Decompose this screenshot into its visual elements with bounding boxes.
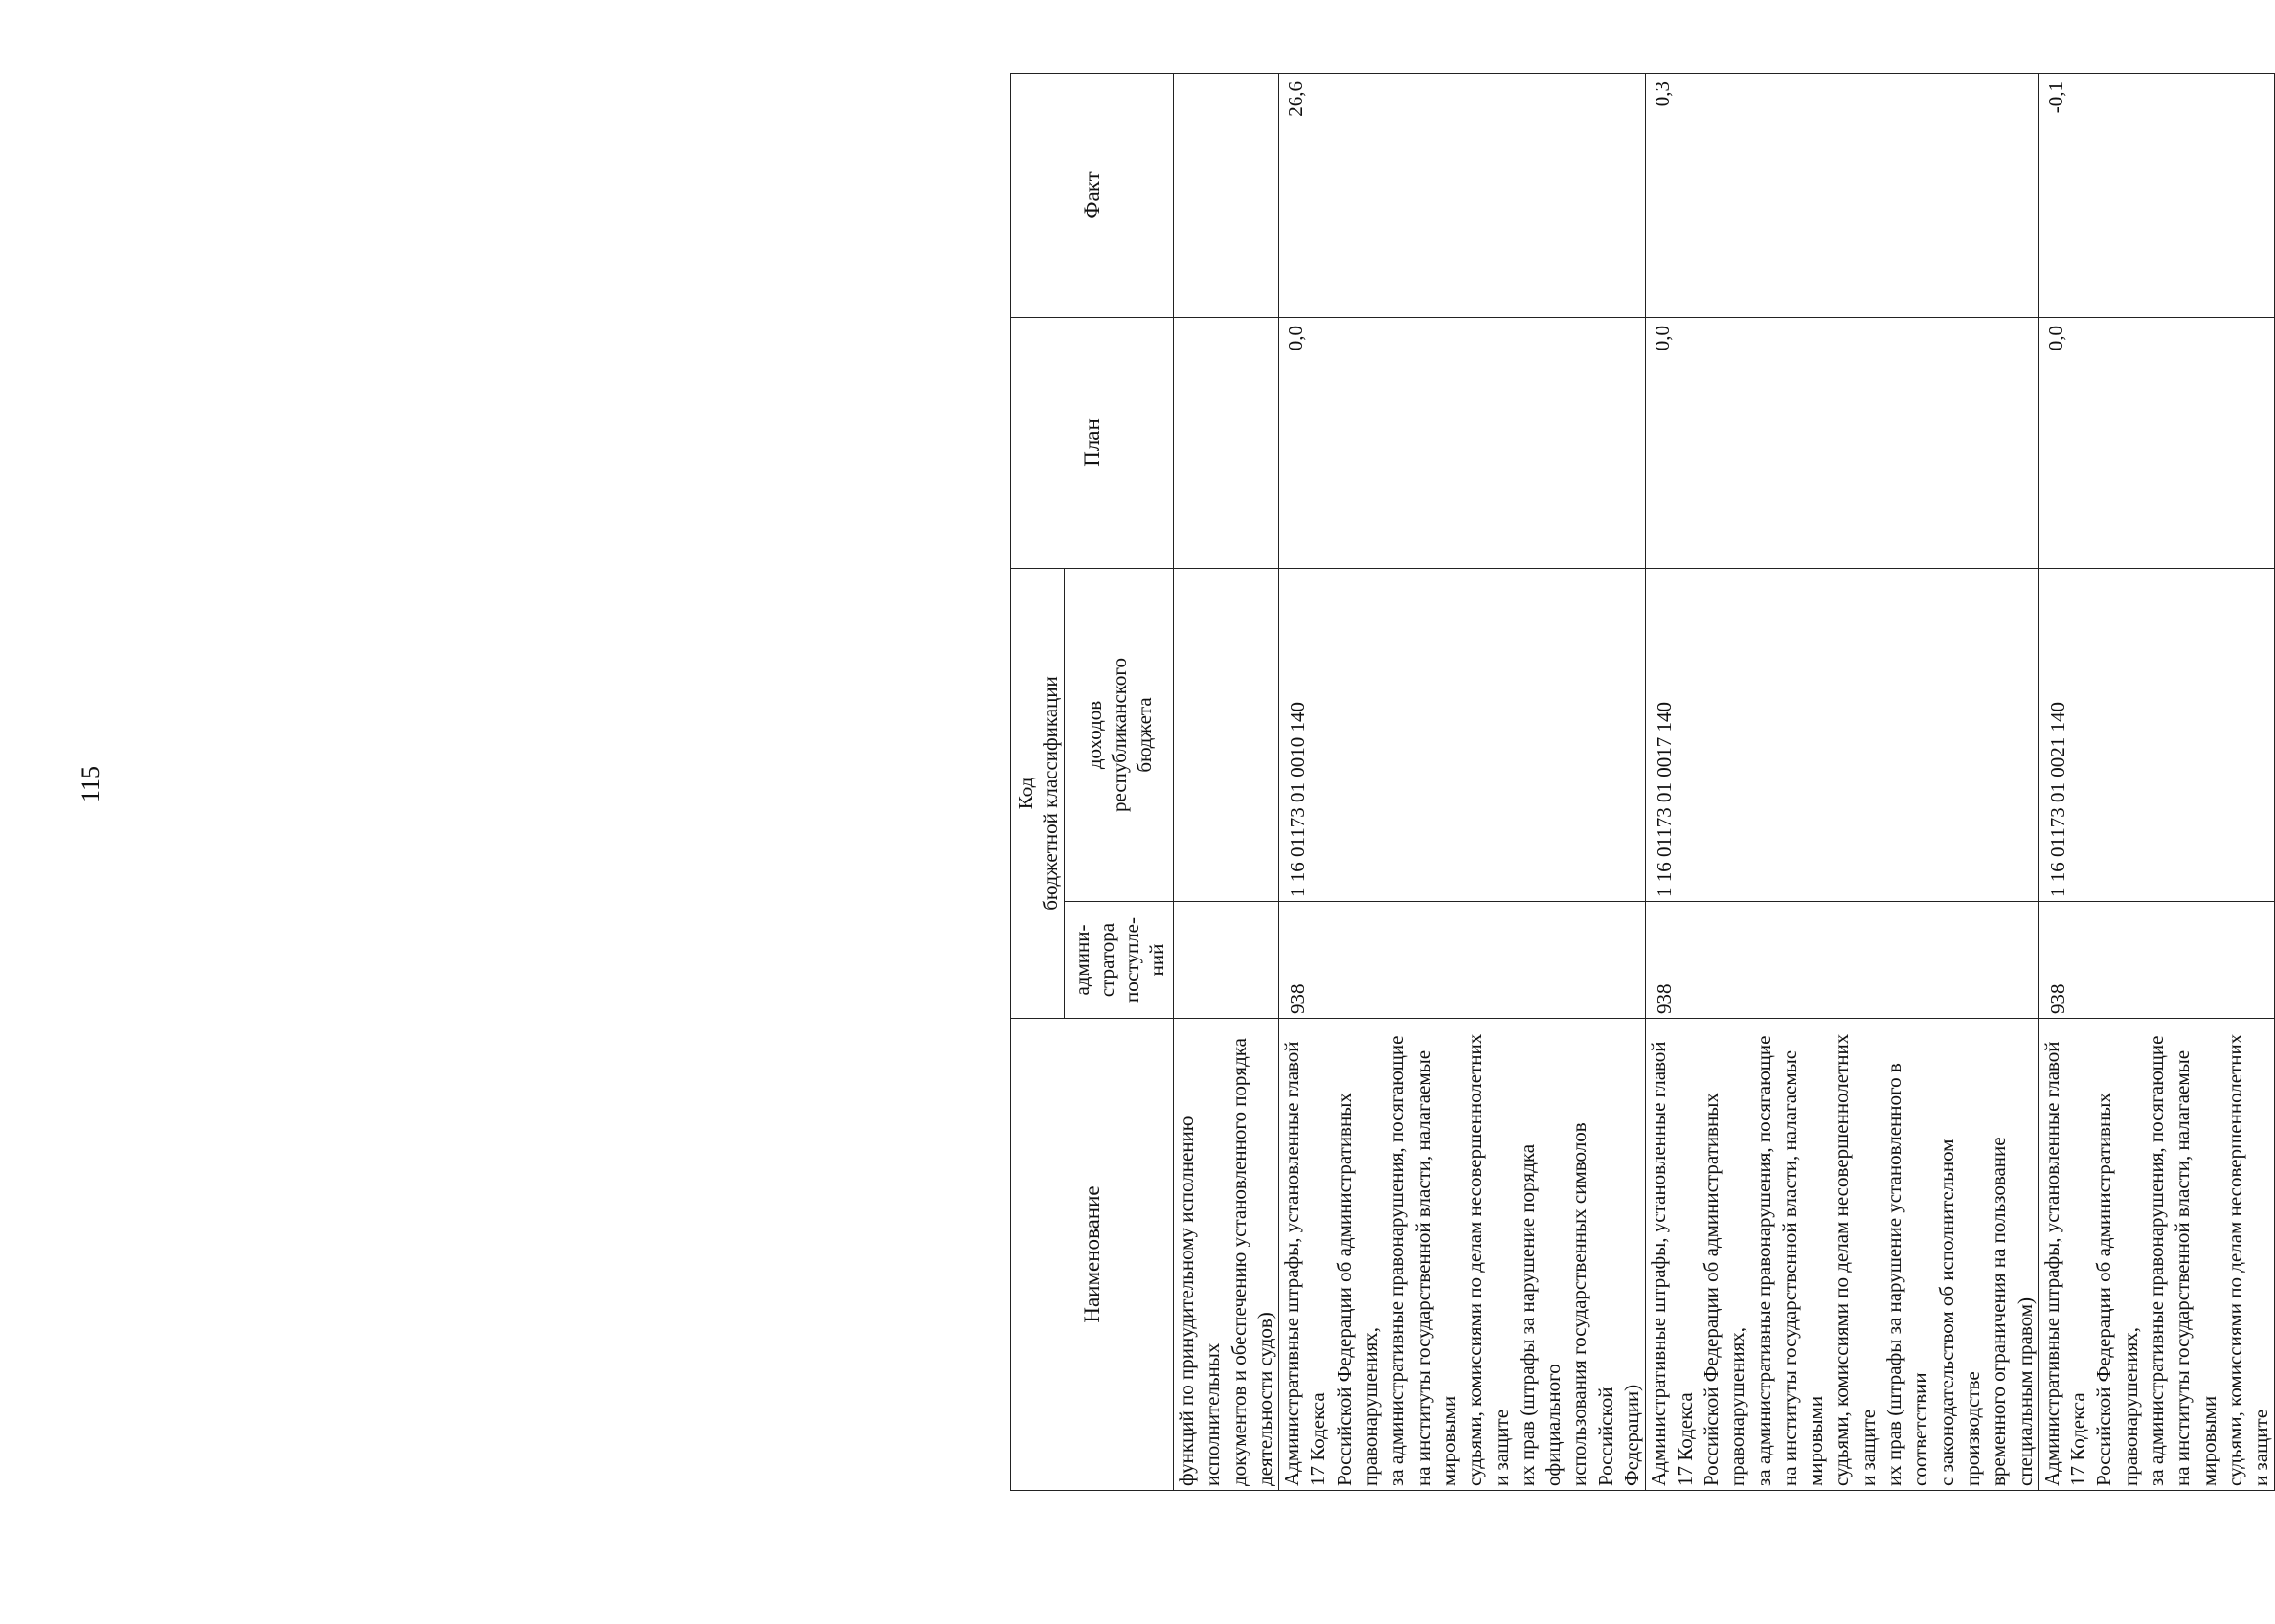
header-name: Наименование <box>1011 1019 1174 1491</box>
row-admin-code: 938 <box>1279 902 1646 1019</box>
row-name: функций по принудительному исполнению исполнительных документов и обеспечению установленного порядка деятельности судов) <box>1174 1019 1279 1491</box>
row-fact: -0,1 <box>2038 73 2275 317</box>
header-admin: админи- стратора поступле- ний <box>1065 902 1174 1019</box>
table-row <box>2038 73 2275 1490</box>
row-fact <box>1174 73 1279 317</box>
row-income-code: 1 16 01173 01 0017 140 <box>1646 568 2038 901</box>
row-plan: 0,0 <box>2038 317 2275 568</box>
row-fact: 0,3 <box>1646 73 2038 317</box>
row-plan <box>1174 317 1279 568</box>
rotated-page-content <box>1010 74 2273 1491</box>
row-admin-code: 938 <box>1646 902 2038 1019</box>
row-plan: 0,0 <box>1279 317 1646 568</box>
row-admin-code: 938 <box>2038 902 2275 1019</box>
row-admin-code <box>1174 902 1279 1019</box>
row-name: Административные штрафы, установленные главой 17 Кодекса Российской Федерации об административных правонарушениях, за административные правонарушения, посягающие на институты государственной власти, налагаемые мировыми судьями, комиссиями по делам несовершеннолетних и защите их прав (штрафы за нарушение установленного в соответствии с законодательством об исполнительном производстве временного ограничения на пользование специальным правом) <box>1646 1019 2038 1491</box>
budget-income-table <box>1010 73 2275 1491</box>
row-income-code: 1 16 01173 01 0010 140 <box>1279 568 1646 901</box>
header-income: доходов республиканского бюджета <box>1065 568 1174 901</box>
page-number: 115 <box>77 765 104 803</box>
header-fact: Факт <box>1011 73 1174 317</box>
table-row <box>1646 73 2038 1490</box>
header-plan: План <box>1011 317 1174 568</box>
row-plan: 0,0 <box>1646 317 2038 568</box>
row-name: Административные штрафы, установленные главой 17 Кодекса Российской Федерации об административных правонарушениях, за административные правонарушения, посягающие на институты государственной власти, налагаемые мировыми судьями, комиссиями по делам несовершеннолетних и защите их прав (штрафы за нарушение порядка официального использования государственных символов Российской Федерации) <box>1279 1019 1646 1491</box>
table-row <box>1174 73 1279 1490</box>
row-income-code <box>1174 568 1279 901</box>
row-fact: 26,6 <box>1279 73 1646 317</box>
row-name: Административные штрафы, установленные главой 17 Кодекса Российской Федерации об административных правонарушениях, за административные правонарушения, посягающие на институты государственной власти, налагаемые мировыми судьями, комиссиями по делам несовершеннолетних и защите <box>2038 1019 2275 1491</box>
row-income-code: 1 16 01173 01 0021 140 <box>2038 568 2275 901</box>
header-code-group: Код бюджетной классификации <box>1011 568 1065 1018</box>
table-body <box>1174 73 2275 1490</box>
table-row <box>1279 73 1646 1490</box>
